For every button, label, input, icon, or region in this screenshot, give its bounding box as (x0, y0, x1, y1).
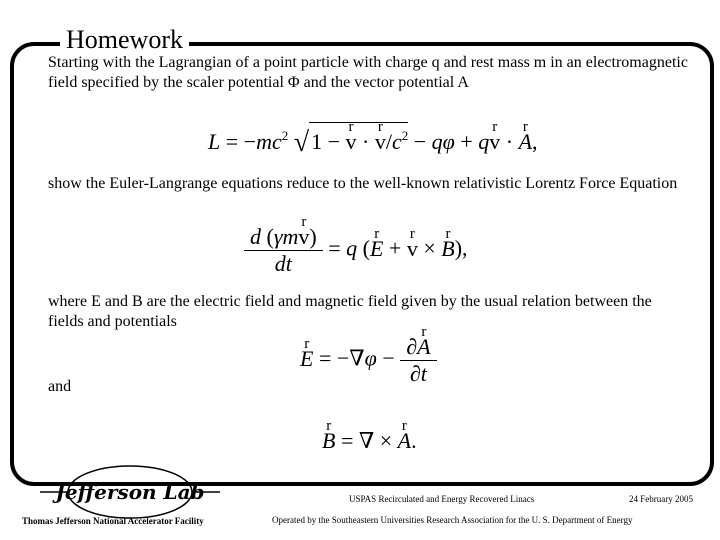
and-text: and (48, 378, 72, 395)
jefferson-lab-logo (40, 462, 220, 522)
electric-field-equation: r E = −∇φ − $\frac{\text{∂r A}}{\partial t}$ (300, 334, 437, 387)
show-paragraph: show the Euler-Langrange equations reduce to the well-known relativistic Lorentz Force Equation (48, 175, 678, 192)
slide-title: Homework (60, 24, 189, 56)
lagrangian-equation: $L = -mc^2$ √1 − r v · r $v/c^2 - q\varphi$ + qr v · r A, (208, 122, 538, 156)
date-text: 24 February 2005 (629, 494, 693, 504)
lorentz-force-equation: $\frac{\text{d (γmr v)}}{dt}$ = q (r E + r v × r B), (244, 224, 468, 277)
where-paragraph: where E and B are the electric field and magnetic field given by the usual relation between the fields and potentials (48, 293, 652, 330)
intro-paragraph: Starting with the Lagrangian of a point particle with charge q and rest mass m in an electromagnetic field specified by the scaler potential Φ and the vector potential A (48, 54, 688, 91)
course-name: USPAS Recirculated and Energy Recovered Linacs (349, 494, 535, 504)
operator-note: Operated by the Southeastern Universities Research Association for the U. S. Department of Energy (272, 515, 633, 525)
magnetic-field-equation: r B = ∇ × r A. (322, 428, 417, 454)
facility-name: Thomas Jefferson National Accelerator Facility (22, 516, 204, 526)
logo-text: Jefferson Lab (55, 480, 205, 504)
